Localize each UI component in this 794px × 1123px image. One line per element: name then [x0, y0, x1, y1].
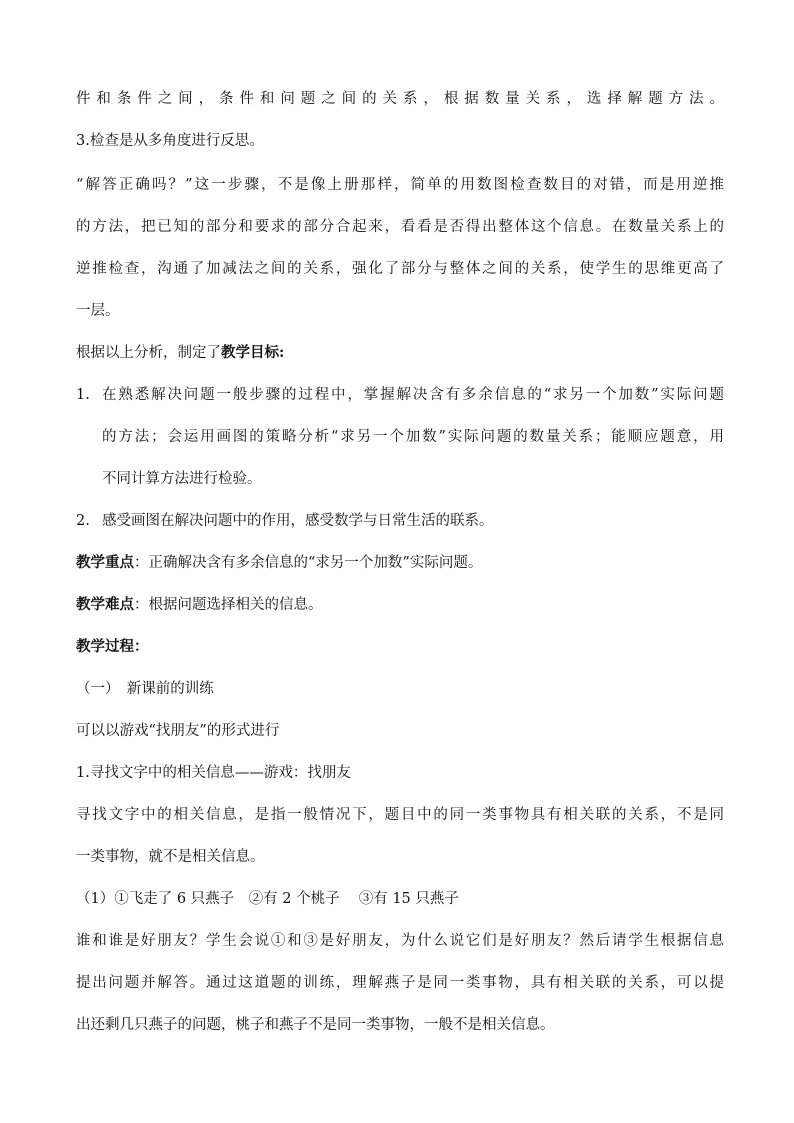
paragraph-line: 谁和谁是好朋友？学生会说①和③是好朋友，为什么说它们是好朋友？然后请学生根据信息 — [76, 933, 724, 949]
goal-line: 的方法；会运用画图的策略分析“求另一个加数”实际问题的数量关系；能顺应题意，用 — [102, 429, 724, 445]
paragraph-line: 可以以游戏“找朋友”的形式进行 — [76, 723, 280, 739]
paragraph-line: “解答正确吗？”这一步骤，不是像上册那样，简单的用数图检查数目的对错，而是用逆推 — [76, 177, 724, 193]
goals-intro-text: 根据以上分析，制定了 — [76, 345, 221, 361]
paragraph-line: 提出问题并解答。通过这道题的训练，理解燕子是同一类事物，具有相关联的关系，可以提 — [76, 975, 724, 991]
paragraph-line: 出还剩几只燕子的问题，桃子和燕子不是同一类事物，一般不是相关信息。 — [76, 1017, 555, 1033]
difficulty-line — [76, 595, 724, 615]
paragraph-line: 件和条件之间，条件和问题之间的关系，根据数量关系，选择解题方法。 — [76, 91, 724, 107]
section-heading: （一） 新课前的训练 — [76, 681, 214, 697]
paragraph-line: 一层。 — [76, 303, 120, 319]
goal-line: 感受画图在解决问题中的作用，感受数学与日常生活的联系。 — [102, 513, 494, 529]
goals-intro-line — [76, 343, 724, 363]
paragraph-line: 逆推检查，沟通了加减法之间的关系，强化了部分与整体之间的关系，使学生的思维更高了 — [76, 261, 724, 277]
paragraph-line: 一类事物，就不是相关信息。 — [76, 849, 265, 865]
goal-number: 1. — [76, 387, 90, 403]
goal-line: 不同计算方法进行检验。 — [102, 471, 262, 487]
goal-number: 2. — [76, 513, 90, 529]
paragraph-line: 的方法，把已知的部分和要求的部分合起来，看看是否得出整体这个信息。在数量关系上的 — [76, 219, 724, 235]
key-point-text: ：正确解决含有多余信息的“求另一个加数”实际问题。 — [134, 555, 483, 571]
difficulty-label: 教学难点 — [76, 596, 134, 613]
key-point-label: 教学重点 — [76, 554, 134, 571]
goals-heading: 教学目标: — [221, 344, 285, 361]
difficulty-text: ：根据问题选择相关的信息。 — [134, 597, 323, 613]
key-point-line — [76, 553, 724, 573]
example-line: （1）①飞走了 6 只燕子 ②有 2 个桃子 ③有 15 只燕子 — [76, 891, 459, 907]
item-heading: 1.寻找文字中的相关信息——游戏：找朋友 — [76, 765, 351, 781]
paragraph-line: 寻找文字中的相关信息，是指一般情况下，题目中的同一类事物具有相关联的关系，不是同 — [76, 807, 724, 823]
goal-line: 在熟悉解决问题一般步骤的过程中，掌握解决含有多余信息的“求另一个加数”实际问题 — [102, 387, 724, 403]
process-heading: 教学过程： — [76, 638, 149, 655]
paragraph-line: 3.检查是从多角度进行反思。 — [76, 133, 264, 149]
